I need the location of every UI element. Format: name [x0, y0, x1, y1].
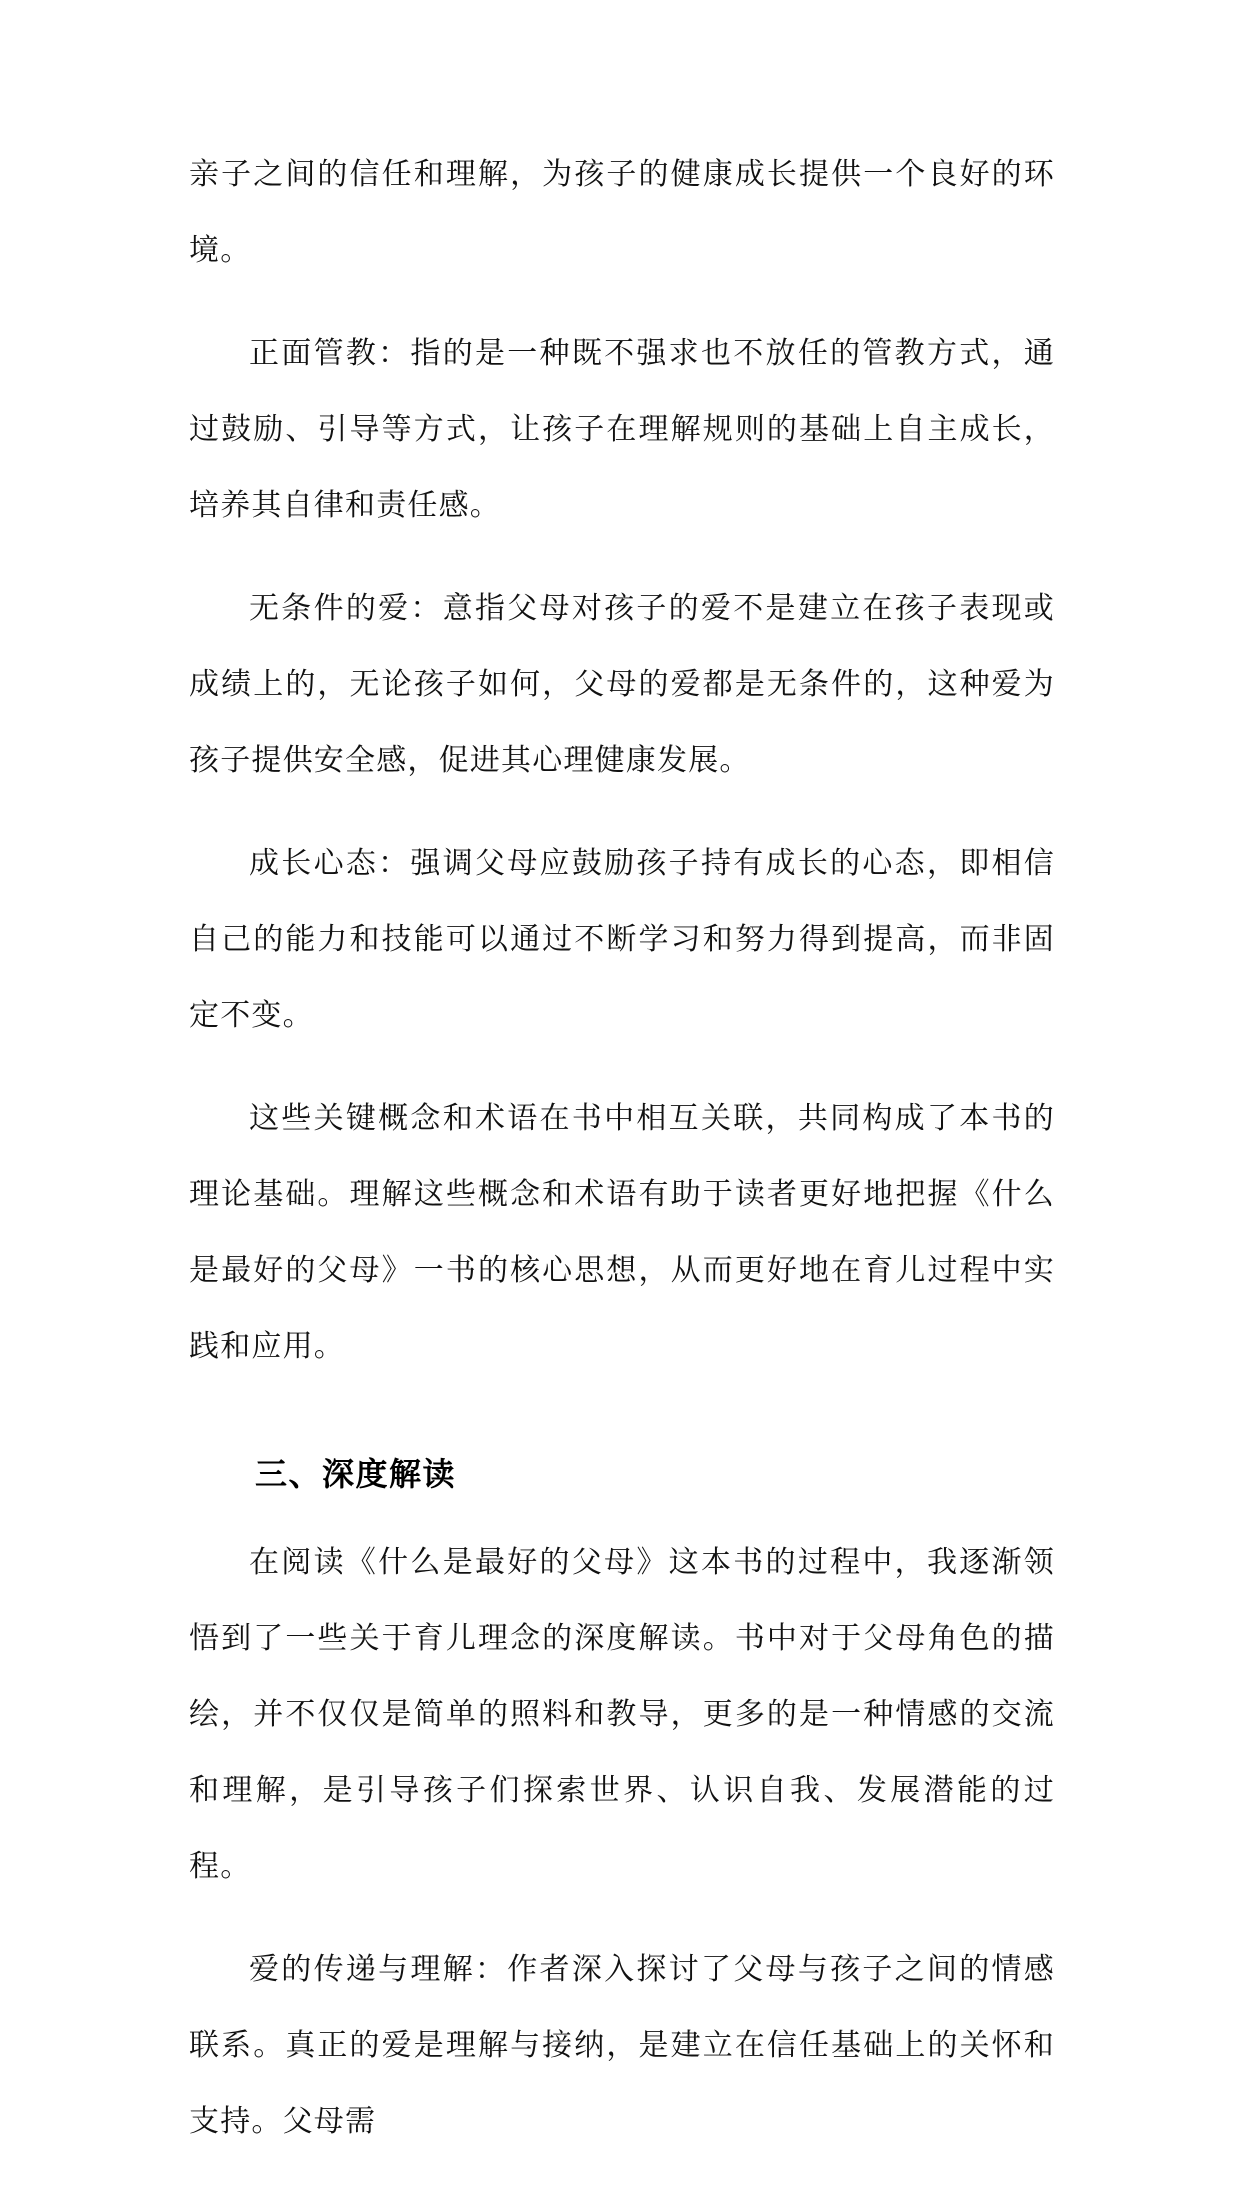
paragraph-love-understanding: 爱的传递与理解：作者深入探讨了父母与孩子之间的情感联系。真正的爱是理解与接纳，是建立在信任基础上的关怀和支持。父母需 [189, 1952, 1055, 2139]
paragraph-concepts-summary: 这些关键概念和术语在书中相互关联，共同构成了本书的理论基础。理解这些概念和术语有助于读者更好地把握《什么是最好的父母》一书的核心思想，从而更好地在育儿过程中实践和应用。 [189, 1101, 1055, 1364]
paragraph-positive-discipline: 正面管教：指的是一种既不强求也不放任的管教方式，通过鼓励、引导等方式，让孩子在理解规则的基础上自主成长，培养其自律和责任感。 [189, 336, 1055, 523]
section-heading: 三、深度解读 [255, 1455, 457, 1493]
paragraph-deep-reading-intro: 在阅读《什么是最好的父母》这本书的过程中，我逐渐领悟到了一些关于育儿理念的深度解读。书中对于父母角色的描绘，并不仅仅是简单的照料和教导，更多的是一种情感的交流和理解，是引导孩子们探索世界、认识自我、发展潜能的过程。 [189, 1545, 1055, 1884]
paragraph-continuation: 亲子之间的信任和理解，为孩子的健康成长提供一个良好的环境。 [189, 157, 1055, 268]
paragraph-unconditional-love: 无条件的爱：意指父母对孩子的爱不是建立在孩子表现或成绩上的，无论孩子如何，父母的爱都是无条件的，这种爱为孩子提供安全感，促进其心理健康发展。 [189, 591, 1055, 778]
paragraph-growth-mindset: 成长心态：强调父母应鼓励孩子持有成长的心态，即相信自己的能力和技能可以通过不断学习和努力得到提高，而非固定不变。 [189, 846, 1055, 1033]
document-body [189, 137, 1055, 2187]
